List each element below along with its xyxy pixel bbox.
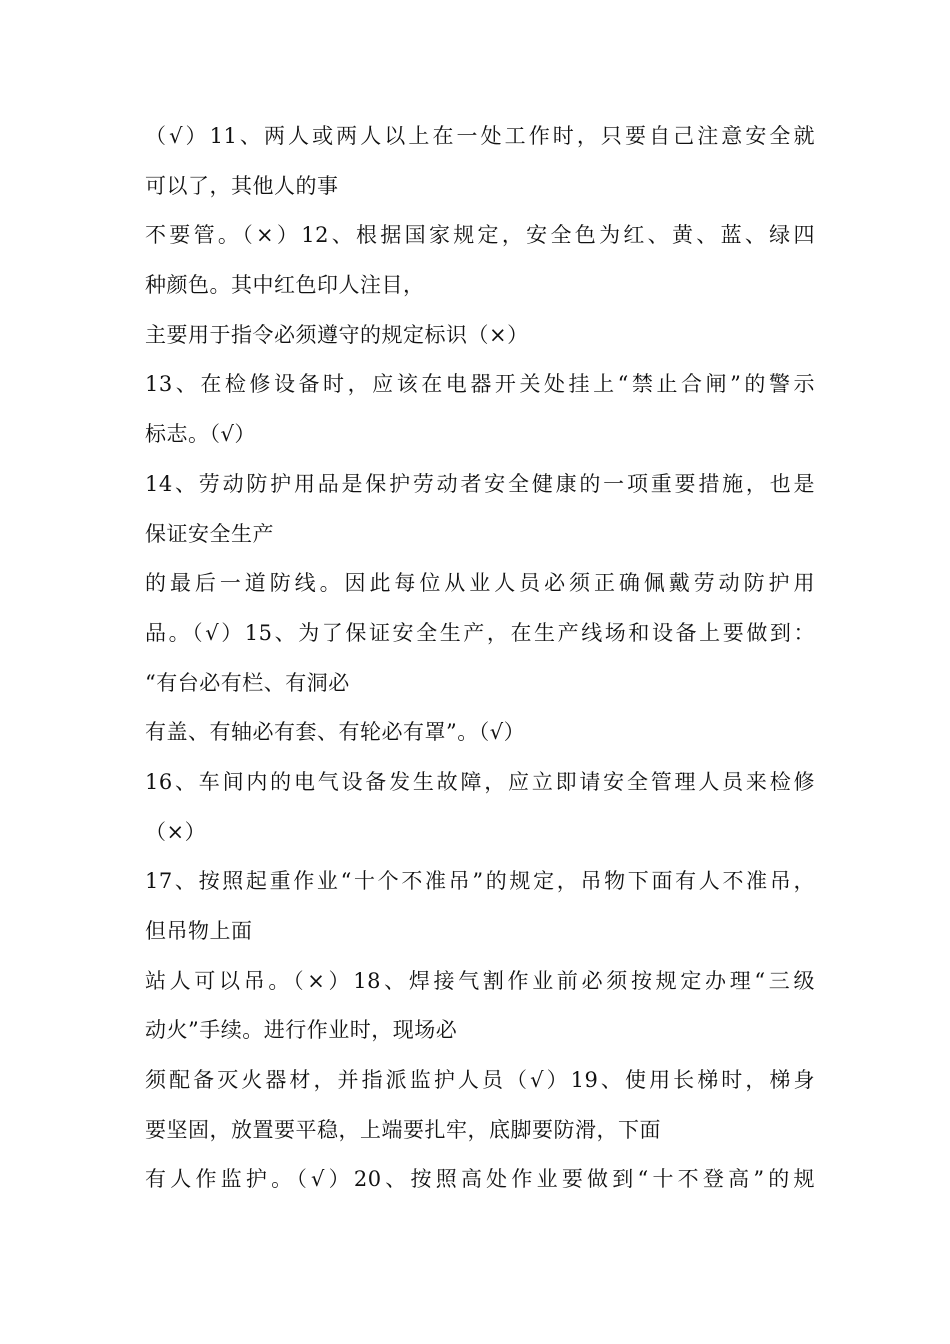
text-line: （√）11、两人或两人以上在一处工作时，只要自己注意安全就 xyxy=(145,124,815,148)
text-line: 16、车间内的电气设备发生故障，应立即请安全管理人员来检修 xyxy=(145,769,815,794)
text-line: 须配备灭火器材，并指派监护人员（√）19、使用长梯时，梯身 xyxy=(145,1068,815,1093)
text-line: 保证安全生产 xyxy=(145,521,274,546)
text-line: 有盖、有轴必有套、有轮必有罩”。（√） xyxy=(145,720,526,745)
text-line: 种颜色。其中红色印人注目， xyxy=(145,273,425,298)
text-line: 不要管。（×）12、根据国家规定，安全色为红、黄、蓝、绿四 xyxy=(145,223,815,248)
text-line: 动火”手续。进行作业时，现场必 xyxy=(145,1018,458,1043)
text-line: 有人作监护。（√）20、按照高处作业要做到“十不登高”的规 xyxy=(145,1167,815,1192)
text-line: 品。（√）15、为了保证安全生产，在生产线场和设备上要做到： xyxy=(145,620,815,645)
text-line: 的最后一道防线。因此每位从业人员必须正确佩戴劳动防护用 xyxy=(145,571,815,596)
text-line: 要坚固，放置要平稳，上端要扎牢，底脚要防滑，下面 xyxy=(145,1117,661,1142)
text-line: 13、在检修设备时，应该在电器开关处挂上“禁止合闸”的警示 xyxy=(145,372,815,397)
text-line: 但吊物上面 xyxy=(145,919,253,943)
text-line: 可以了，其他人的事 xyxy=(145,173,339,198)
text-line: 标志。（√） xyxy=(145,422,256,447)
text-line: 站人可以吊。（×）18、焊接气割作业前必须按规定办理“三级 xyxy=(145,968,815,993)
text-line: 14、劳动防护用品是保护劳动者安全健康的一项重要措施，也是 xyxy=(145,471,815,496)
text-line: “有台必有栏、有洞必 xyxy=(145,670,350,695)
document-body xyxy=(145,112,815,1205)
text-line: （×） xyxy=(145,819,207,844)
text-line: 17、按照起重作业“十个不准吊”的规定，吊物下面有人不准吊， xyxy=(145,869,815,894)
text-line: 主要用于指令必须遵守的规定标识（×） xyxy=(145,322,529,347)
